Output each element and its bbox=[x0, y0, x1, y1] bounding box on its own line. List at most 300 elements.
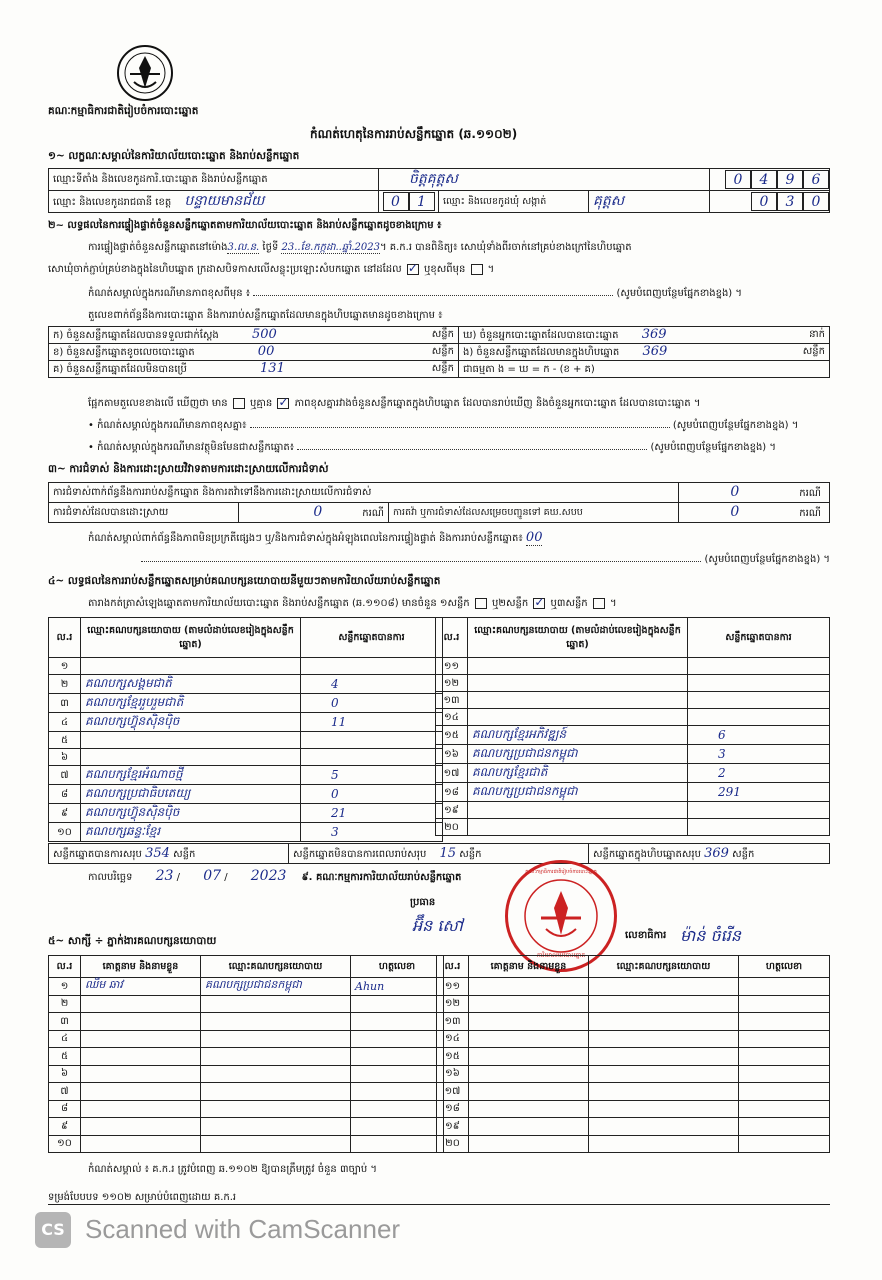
witness-party bbox=[589, 1048, 739, 1066]
results-table-right bbox=[435, 617, 830, 836]
unused-ballots bbox=[49, 361, 459, 378]
tally-sheet-line: តារាងកត់ត្រាសំឡេងឆ្នោតតាមការិយាល័យបោះឆ្នោត និងរាប់សន្លឹកឆ្នោត (ឆ.១១០៨) មានចំនួន ១សន្លឹក ឬ២សន្លឹក ✓ ឬ៣សន្លឹក ។ bbox=[88, 596, 617, 611]
col-signature: ហត្ថលេខា bbox=[351, 956, 444, 978]
vote-count bbox=[688, 675, 830, 692]
col-signature: ហត្ថលេខា bbox=[739, 956, 830, 978]
col-party: ឈ្មោះគណបក្សនយោបាយ bbox=[589, 956, 739, 978]
witness-party bbox=[589, 1118, 739, 1136]
secretary-label: លេខាធិការ bbox=[625, 930, 667, 941]
code-digit: 3 bbox=[777, 192, 803, 211]
commune-value: គុត្តស bbox=[589, 191, 710, 213]
party-name bbox=[468, 819, 688, 836]
total-in-box-label: សន្លឹកឆ្នោតក្នុងហិបឆ្នោតសរុប bbox=[593, 848, 701, 860]
changed-checkbox[interactable] bbox=[471, 264, 483, 275]
row-number: ១៣ bbox=[437, 1013, 469, 1031]
col-name: គោត្តនាម និងនាមខ្លួន bbox=[469, 956, 589, 978]
witness-party bbox=[201, 1065, 351, 1083]
witness-party bbox=[589, 1013, 739, 1031]
no-discrepancy-checkbox[interactable] bbox=[277, 398, 289, 409]
discrepancy-line bbox=[88, 396, 700, 411]
province-label bbox=[49, 191, 379, 213]
received-value: 500 bbox=[251, 327, 277, 342]
witness-row bbox=[437, 1065, 830, 1083]
one-sheet-checkbox[interactable] bbox=[475, 598, 487, 609]
party-name: គណបក្សហ៊្វុនស៊ិនប៉ិច bbox=[81, 804, 301, 823]
voters-voted bbox=[459, 327, 830, 344]
spoiled-ballots bbox=[49, 344, 459, 361]
witness-row bbox=[437, 1100, 830, 1118]
witness-row bbox=[437, 995, 830, 1013]
witness-name bbox=[81, 1100, 201, 1118]
irregularity-value: 00 bbox=[525, 530, 543, 545]
row-number: ១ bbox=[49, 658, 81, 675]
case-label: ករណី bbox=[799, 488, 821, 499]
seal-check-text: សោឃុំចាក់ភ្ជាប់គ្រប់ខាងក្នុងនៃហិបឆ្នោត ក្រដាសបិទកាសលើសន្លុះប្រឡោះសំបកឆ្នោត នៅដដែល bbox=[48, 264, 402, 275]
ballots-in-box bbox=[459, 344, 830, 361]
witness-party bbox=[201, 1135, 351, 1153]
code-digit: 6 bbox=[803, 170, 829, 189]
date-line: កាលបរិច្ឆេទ 23 / 07 / 2023 ៩. គណៈកម្មការការិយាល័យរាប់សន្លឹកឆ្នោត bbox=[88, 868, 462, 884]
witness-party bbox=[589, 1083, 739, 1101]
complaints-label: ការជំទាស់ពាក់ព័ន្ធនឹងការរាប់សន្លឹកឆ្នោត និងការតវ៉ាទៅនឹងការដោះស្រាយលើការជំទាស់ bbox=[49, 483, 679, 503]
total-valid bbox=[49, 844, 289, 864]
witness-party bbox=[589, 1030, 739, 1048]
total-invalid-label: សន្លឹកឆ្នោតមិនបានការពេលរាប់សរុប bbox=[293, 848, 427, 860]
witness-row bbox=[49, 1030, 444, 1048]
irregularity-label: កំណត់សម្គាល់ពាក់ព័ន្ធនឹងភាពមិនប្រក្រតីផ្សេងៗ ឬ/និងការជំទាស់ក្នុងអំឡុងពេលនៃការផ្ទៀងផ្ទាត់ និងការរាប់សន្លឹកឆ្នោត៖ bbox=[88, 533, 523, 544]
province-code bbox=[379, 191, 439, 213]
witness-signature bbox=[739, 978, 830, 996]
witness-signature bbox=[351, 1030, 444, 1048]
witness-name bbox=[81, 1083, 201, 1101]
results-table-left bbox=[48, 617, 443, 842]
footnote: កំណត់សម្គាល់ ៖ គ.ក.រ ត្រូវបំពេញ ឆ.១១០២ ឱ្យបានត្រឹមត្រូវ ចំនួន ៣ច្បាប់ ។ bbox=[88, 1164, 377, 1175]
col-party: ឈ្មោះគណបក្សនយោបាយ (តាមលំដាប់លេខរៀងក្នុងសន្លឹកឆ្នោត) bbox=[81, 618, 301, 658]
row-number: ១៨ bbox=[437, 1100, 469, 1118]
witness-signature bbox=[739, 1065, 830, 1083]
foreign-object-label: • កំណត់សម្គាល់ក្នុងករណីមានវត្ថុមិនមែនជាសន្លឹកឆ្នោត៖ bbox=[88, 442, 295, 453]
irregularity-field[interactable] bbox=[141, 561, 701, 562]
witness-signature bbox=[739, 1013, 830, 1031]
witness-row bbox=[437, 1135, 830, 1153]
witness-table-left bbox=[48, 955, 444, 1153]
party-name: គណបក្សឆន្ទៈខ្មែរ bbox=[81, 823, 301, 842]
date-year: 2023 bbox=[250, 868, 287, 884]
chair-label: ប្រធាន bbox=[410, 897, 436, 908]
row-number: ១២ bbox=[436, 675, 468, 692]
discrepancy-note-line bbox=[88, 418, 830, 433]
unit-person-label: នាក់ bbox=[809, 329, 825, 340]
witness-party: គណបក្សប្រជាជនកម្ពុជា bbox=[201, 978, 351, 996]
witness-party bbox=[201, 1100, 351, 1118]
result-row bbox=[49, 694, 443, 713]
result-row bbox=[49, 749, 443, 766]
section1-heading: ១~ លក្ខណៈសម្គាល់នៃការិយាល័យបោះឆ្នោត និងរាប់សន្លឹកឆ្នោត bbox=[48, 150, 300, 162]
polling-station-value: ចិត្តគុត្តស bbox=[379, 169, 710, 191]
vote-count: 11 bbox=[301, 713, 443, 732]
witness-name bbox=[469, 1030, 589, 1048]
result-row bbox=[436, 726, 830, 745]
witness-row bbox=[49, 978, 444, 996]
witness-signature bbox=[351, 1048, 444, 1066]
row-number: ១៥ bbox=[436, 726, 468, 745]
verification-time: 3.ល.ន. bbox=[227, 242, 260, 253]
verification-date: 23..ខែ.កក្កដា..ឆ្នាំ.2023 bbox=[281, 242, 380, 253]
discrepancy-note-field[interactable] bbox=[250, 427, 670, 428]
witness-name bbox=[81, 1013, 201, 1031]
code-digit: 4 bbox=[751, 170, 777, 189]
foreign-object-hint: (សូមបំពេញបន្ថែមផ្នែកខាងខ្នង) ។ bbox=[650, 442, 776, 453]
witness-signature bbox=[739, 1100, 830, 1118]
verification-text: ការផ្ទៀងផ្ទាត់ចំនួនសន្លឹកឆ្នោតនៅម៉ោង bbox=[88, 242, 228, 253]
polling-station-code bbox=[710, 169, 830, 191]
polling-station-label: ឈ្មោះទីតាំង និងលេខកូដការិ.បោះឆ្នោត និងរាប់សន្លឹកឆ្នោត bbox=[49, 169, 379, 191]
row-number: ២០ bbox=[437, 1135, 469, 1153]
row-number: ១៨ bbox=[436, 783, 468, 802]
witness-row bbox=[49, 1013, 444, 1031]
code-digit: 0 bbox=[751, 192, 777, 211]
witness-party bbox=[589, 978, 739, 996]
resolved-value: 0 bbox=[313, 504, 323, 520]
row-number: ៤ bbox=[49, 713, 81, 732]
change-note-hint: (សូមបំពេញបន្ថែមផ្នែកខាងខ្នង) ។ bbox=[616, 288, 742, 299]
result-row bbox=[436, 692, 830, 709]
vote-count bbox=[688, 692, 830, 709]
discrepancy-text: ផ្អែកតាមតួលេខខាងលើ ឃើញថា មាន bbox=[88, 398, 228, 409]
case-label: ករណី bbox=[362, 508, 384, 519]
witness-signature bbox=[351, 1013, 444, 1031]
totals-table bbox=[48, 843, 830, 864]
witness-name bbox=[469, 1135, 589, 1153]
vote-count: 4 bbox=[301, 675, 443, 694]
in-box-label: ង) ចំនួនសន្លឹកឆ្នោតដែលមានក្នុងហិបឆ្នោត bbox=[463, 347, 620, 358]
date-day: 23 bbox=[155, 868, 174, 884]
vote-count bbox=[301, 658, 443, 675]
unit-label: សន្លឹក bbox=[431, 329, 454, 340]
tally-sheet-text: តារាងកត់ត្រាសំឡេងឆ្នោតតាមការិយាល័យបោះឆ្នោត និងរាប់សន្លឹកឆ្នោត (ឆ.១១០៨) មានចំនួន ១សន្លឹក bbox=[88, 598, 470, 609]
witness-party bbox=[201, 1118, 351, 1136]
party-name bbox=[468, 658, 688, 675]
formula: ជាធម្មតា ង = ឃ = ក - (ខ + គ) bbox=[459, 361, 830, 378]
witness-row bbox=[437, 1013, 830, 1031]
unit-label: សន្លឹក bbox=[732, 848, 755, 860]
change-note-label: កំណត់សម្គាល់ក្នុងករណីមានភាពខុសពីមុន ៖ bbox=[88, 288, 251, 299]
witness-signature bbox=[351, 1065, 444, 1083]
received-ballots bbox=[49, 327, 459, 344]
vote-count bbox=[301, 749, 443, 766]
party-name: គណបក្សខ្មែរអភិវឌ្ឍន៍ bbox=[468, 726, 688, 745]
date-label: ថ្ងៃទី bbox=[262, 242, 279, 253]
two-sheet-checkbox[interactable] bbox=[533, 598, 545, 609]
complaints-value: 0 bbox=[730, 484, 740, 500]
row-number: ៧ bbox=[49, 766, 81, 785]
witness-row bbox=[437, 1083, 830, 1101]
row-number: ២ bbox=[49, 675, 81, 694]
row-number: ១៤ bbox=[436, 709, 468, 726]
date-label: កាលបរិច្ឆេទ bbox=[88, 872, 133, 883]
vote-count bbox=[688, 709, 830, 726]
col-no: ល.រ bbox=[49, 618, 81, 658]
witness-party bbox=[201, 1030, 351, 1048]
code-digit: 0 bbox=[725, 170, 751, 189]
forwarded-label: ការតវ៉ា ឬការជំទាស់ដែលសម្រេចបញ្ជូនទៅ គឃ.សបប bbox=[389, 503, 679, 523]
has-discrepancy-checkbox[interactable] bbox=[233, 398, 245, 409]
date-month: 07 bbox=[203, 868, 222, 884]
witness-table-right bbox=[436, 955, 830, 1153]
witness-name bbox=[469, 1118, 589, 1136]
party-name: គណបក្សសង្គមជាតិ bbox=[81, 675, 301, 694]
result-row bbox=[49, 658, 443, 675]
foreign-object-line bbox=[88, 440, 830, 455]
result-row bbox=[49, 823, 443, 842]
witness-signature: Ahun bbox=[351, 978, 444, 996]
unused-value: 131 bbox=[260, 361, 285, 376]
col-party: ឈ្មោះគណបក្សនយោបាយ bbox=[201, 956, 351, 978]
witness-row bbox=[49, 1048, 444, 1066]
seal-check-line: សោឃុំចាក់ភ្ជាប់គ្រប់ខាងក្នុងនៃហិបឆ្នោត ក្រដាសបិទកាសលើសន្លុះប្រឡោះសំបកឆ្នោត នៅដដែល ✓ ឬខុសពីមុន ។ bbox=[48, 262, 494, 277]
received-label: ក) ចំនួនសន្លឹកឆ្នោតដែលបានទទួលជាក់ស្តែង bbox=[53, 330, 219, 341]
result-row bbox=[49, 785, 443, 804]
total-valid-label: សន្លឹកឆ្នោតបានការសរុប bbox=[53, 848, 142, 860]
unchanged-checkbox[interactable] bbox=[407, 264, 419, 275]
witness-row bbox=[49, 1065, 444, 1083]
three-sheet-checkbox[interactable] bbox=[593, 598, 605, 609]
col-no: ល.រ bbox=[437, 956, 469, 978]
unit-label: សន្លឹក bbox=[802, 346, 825, 357]
section2-heading: ២~ លទ្ធផលនៃការផ្ទៀងផ្ទាត់ចំនួនសន្លឹកឆ្នោតតាមការិយាល័យបោះឆ្នោត និងរាប់សន្លឹកឆ្នោតដូចខាងក្រោម ៖ bbox=[48, 220, 442, 231]
row-number: ៦ bbox=[49, 749, 81, 766]
form-note: ទម្រង់បែបបទ ១១០២ សម្រាប់បំពេញដោយ គ.ក.រ bbox=[48, 1192, 237, 1203]
discrepancy-note-label: • កំណត់សម្គាល់ក្នុងករណីមានភាពខុសគ្នា៖ bbox=[88, 420, 247, 431]
col-party: ឈ្មោះគណបក្សនយោបាយ (តាមលំដាប់លេខរៀងក្នុងសន្លឹកឆ្នោត) bbox=[468, 618, 688, 658]
section1-table bbox=[48, 168, 830, 213]
witness-signature bbox=[739, 1048, 830, 1066]
spoiled-value: 00 bbox=[257, 344, 275, 359]
vote-count: 6 bbox=[688, 726, 830, 745]
witness-row bbox=[49, 1135, 444, 1153]
verification-line bbox=[88, 240, 632, 255]
irregularity-hint-line bbox=[48, 552, 830, 567]
witness-signature bbox=[351, 1135, 444, 1153]
nec-emblem-icon bbox=[116, 44, 174, 102]
footer-divider bbox=[48, 1204, 830, 1205]
chair-signature: អ៊ឹន សៅ bbox=[412, 916, 463, 935]
result-row bbox=[49, 732, 443, 749]
witness-signature bbox=[739, 1135, 830, 1153]
vote-count: 3 bbox=[301, 823, 443, 842]
result-row bbox=[436, 764, 830, 783]
witness-signature bbox=[351, 995, 444, 1013]
vote-count bbox=[301, 732, 443, 749]
row-number: ៧ bbox=[49, 1083, 81, 1101]
forwarded-value-cell bbox=[678, 503, 829, 523]
row-number: ៥ bbox=[49, 732, 81, 749]
in-box-value: 369 bbox=[642, 344, 668, 359]
col-no: ល.រ bbox=[436, 618, 468, 658]
witness-signature bbox=[739, 995, 830, 1013]
witness-party bbox=[201, 995, 351, 1013]
irregularity-hint: (សូមបំពេញបន្ថែមផ្នែកខាងខ្នង) ។ bbox=[704, 554, 830, 565]
witness-row bbox=[49, 1100, 444, 1118]
witness-row bbox=[49, 995, 444, 1013]
witness-name: ឈឹម ឆាវ bbox=[81, 978, 201, 996]
row-number: ១៩ bbox=[436, 802, 468, 819]
total-in-box bbox=[589, 844, 830, 864]
row-number: ៨ bbox=[49, 785, 81, 804]
row-number: ១៧ bbox=[437, 1083, 469, 1101]
result-row bbox=[436, 675, 830, 692]
witness-signature bbox=[351, 1083, 444, 1101]
vote-count: 291 bbox=[688, 783, 830, 802]
witness-party bbox=[589, 1100, 739, 1118]
result-row bbox=[436, 745, 830, 764]
result-row bbox=[49, 804, 443, 823]
row-number: ១០ bbox=[49, 823, 81, 842]
row-number: ១១ bbox=[436, 658, 468, 675]
change-note-line bbox=[88, 286, 830, 301]
party-name bbox=[468, 692, 688, 709]
witness-party bbox=[589, 1065, 739, 1083]
section4-heading: ៤~ លទ្ធផលនៃការរាប់សន្លឹកឆ្នោតសម្រាប់គណបក្សនយោបាយនីមួយៗតាមការិយាល័យរាប់សន្លឹកឆ្នោត bbox=[48, 575, 441, 587]
seal-text-bottom: ការិយាល័យបោះឆ្នោត bbox=[536, 952, 586, 959]
witness-party bbox=[201, 1013, 351, 1031]
witness-name bbox=[81, 1030, 201, 1048]
witness-name bbox=[469, 995, 589, 1013]
committee-name: គណៈកម្មាធិការជាតិរៀបចំការបោះឆ្នោត bbox=[48, 105, 199, 117]
row-number: ១ bbox=[49, 978, 81, 996]
witness-party bbox=[201, 1048, 351, 1066]
vote-count: 0 bbox=[301, 694, 443, 713]
party-name: គណបក្សប្រជាជនកម្ពុជា bbox=[468, 745, 688, 764]
witness-party bbox=[589, 995, 739, 1013]
witness-name bbox=[81, 995, 201, 1013]
camscanner-logo-icon: CS bbox=[35, 1212, 71, 1248]
vote-count bbox=[688, 658, 830, 675]
witness-name bbox=[469, 1013, 589, 1031]
witness-name bbox=[81, 1048, 201, 1066]
row-number: ៦ bbox=[49, 1065, 81, 1083]
changed-label: ឬខុសពីមុន bbox=[424, 264, 466, 275]
result-row bbox=[49, 713, 443, 732]
document-title: កំណត់ហេតុនៃការរាប់សន្លឹកឆ្នោត (ឆ.១១០២) bbox=[310, 127, 518, 141]
result-row bbox=[49, 675, 443, 694]
witness-name bbox=[469, 1083, 589, 1101]
complaints-table bbox=[48, 482, 830, 523]
total-invalid bbox=[289, 844, 589, 864]
row-number: ១៤ bbox=[437, 1030, 469, 1048]
witness-name bbox=[469, 978, 589, 996]
code-digit: 9 bbox=[777, 170, 803, 189]
witness-name bbox=[81, 1135, 201, 1153]
row-number: ១៣ bbox=[436, 692, 468, 709]
witness-signature bbox=[739, 1083, 830, 1101]
col-name: គោត្តនាម និងនាមខ្លួន bbox=[81, 956, 201, 978]
party-name bbox=[81, 749, 301, 766]
row-number: ៨ bbox=[49, 1100, 81, 1118]
province-label-text: ឈ្មោះ និងលេខកូដរាជធានី ខេត្ត bbox=[53, 197, 172, 208]
party-name bbox=[468, 802, 688, 819]
vote-count bbox=[688, 802, 830, 819]
row-number: ៤ bbox=[49, 1030, 81, 1048]
witness-signature bbox=[351, 1118, 444, 1136]
vote-count bbox=[688, 819, 830, 836]
vote-count: 5 bbox=[301, 766, 443, 785]
province-value: បន្ទាយមានជ័យ bbox=[184, 193, 265, 209]
total-valid-value: 354 bbox=[145, 845, 170, 861]
row-number: ២០ bbox=[436, 819, 468, 836]
unused-label: គ) ចំនួនសន្លឹកឆ្នោតដែលមិនបានប្រើ bbox=[53, 364, 187, 375]
party-name: គណបក្សហ៊្វុនស៊ិនប៉ិច bbox=[81, 713, 301, 732]
party-name: គណបក្សប្រជាធិបតេយ្យ bbox=[81, 785, 301, 804]
witness-row bbox=[437, 1030, 830, 1048]
party-name: គណបក្សខ្មែរជាតិ bbox=[468, 764, 688, 783]
unit-label: សន្លឹក bbox=[431, 346, 454, 357]
camscanner-watermark: Scanned with CamScanner bbox=[85, 1214, 401, 1244]
verification-text-2: ។ គ.ក.រ បានពិនិត្យ៖ សោឃុំទាំងពីរចាក់នៅគ្រប់ខាងក្រៅនៃហិបឆ្នោត bbox=[380, 242, 632, 253]
section3-heading: ៣~ ការជំទាស់ និងការដោះស្រាយវិវាទតាមការដោះស្រាយលើការជំទាស់ bbox=[48, 463, 329, 475]
total-in-box-value: 369 bbox=[704, 845, 729, 861]
result-row bbox=[436, 819, 830, 836]
row-number: ១៦ bbox=[437, 1065, 469, 1083]
figures-table bbox=[48, 326, 830, 378]
unit-label: សន្លឹក bbox=[431, 363, 454, 374]
witness-row bbox=[49, 1083, 444, 1101]
row-number: ១០ bbox=[49, 1135, 81, 1153]
unit-label: សន្លឹក bbox=[459, 848, 482, 860]
resolved-value-cell bbox=[239, 503, 389, 523]
party-name bbox=[81, 732, 301, 749]
party-name: គណបក្សខ្មែរអំណាចថ្មី bbox=[81, 766, 301, 785]
voters-label: ឃ) ចំនួនអ្នកបោះឆ្នោតដែលបានបោះឆ្នោត bbox=[463, 330, 619, 341]
col-votes: សន្លឹកឆ្នោតបានការ bbox=[301, 618, 443, 658]
row-number: ១៥ bbox=[437, 1048, 469, 1066]
witness-row bbox=[437, 1048, 830, 1066]
row-number: ១២ bbox=[437, 995, 469, 1013]
figures-intro: តួលេខពាក់ព័ន្ធនឹងការបោះឆ្នោត និងការរាប់សន្លឹកឆ្នោតដែលមានក្នុងហិបឆ្នោតមានដូចខាងក្រោម ៖ bbox=[88, 310, 443, 321]
foreign-object-field[interactable] bbox=[297, 449, 647, 450]
vote-count: 0 bbox=[301, 785, 443, 804]
result-row bbox=[436, 783, 830, 802]
row-number: ៩ bbox=[49, 1118, 81, 1136]
result-row bbox=[49, 766, 443, 785]
row-number: ១៩ bbox=[437, 1118, 469, 1136]
witness-name bbox=[469, 1065, 589, 1083]
code-digit: 1 bbox=[409, 192, 435, 211]
row-number: ៥ bbox=[49, 1048, 81, 1066]
witness-row bbox=[437, 1118, 830, 1136]
spoiled-label: ខ) ចំនួនសន្លឹកឆ្នោតខូចលេចបោះឆ្នោត bbox=[53, 347, 195, 358]
witness-row bbox=[437, 978, 830, 996]
witness-name bbox=[81, 1118, 201, 1136]
vote-count: 21 bbox=[301, 804, 443, 823]
discrepancy-note-hint: (សូមបំពេញបន្ថែមផ្នែកខាងខ្នង) ។ bbox=[672, 420, 799, 431]
witness-row bbox=[49, 1118, 444, 1136]
result-row bbox=[436, 709, 830, 726]
code-digit: 0 bbox=[383, 192, 409, 211]
unit-label: សន្លឹក bbox=[173, 848, 196, 860]
witness-party bbox=[589, 1135, 739, 1153]
row-number: ១៧ bbox=[436, 764, 468, 783]
col-votes: សន្លឹកឆ្នោតបានការ bbox=[688, 618, 830, 658]
witness-name bbox=[469, 1048, 589, 1066]
party-name: គណបក្សប្រជាជនកម្ពុជា bbox=[468, 783, 688, 802]
change-note-field[interactable] bbox=[253, 295, 613, 296]
row-number: ៣ bbox=[49, 694, 81, 713]
case-label: ករណី bbox=[799, 508, 821, 519]
commune-label: ឈ្មោះ និងលេខកូដឃុំ សង្កាត់ bbox=[439, 191, 589, 213]
row-number: ១១ bbox=[437, 978, 469, 996]
three-sheet-label: ឬ៣សន្លឹក bbox=[550, 598, 588, 609]
